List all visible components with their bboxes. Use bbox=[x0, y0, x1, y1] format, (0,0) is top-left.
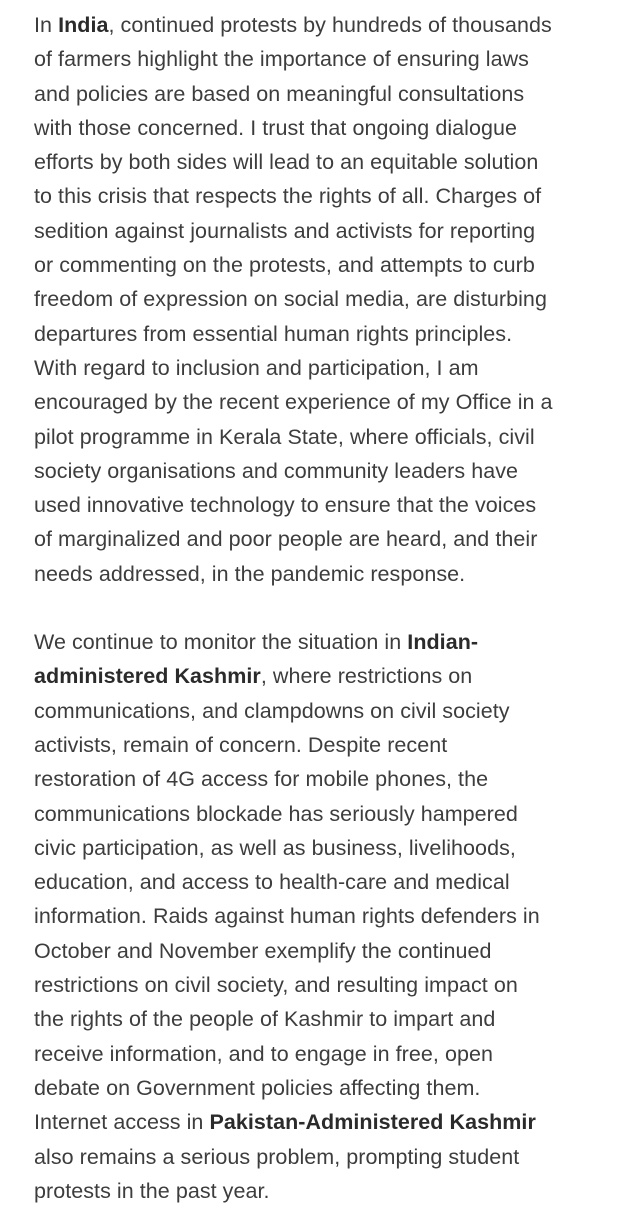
text-line bbox=[34, 762, 604, 796]
text-line bbox=[34, 1140, 604, 1174]
text-run: restrictions on civil society, and resulting impact on bbox=[34, 973, 518, 998]
text-run: efforts by both sides will lead to an equitable solution bbox=[34, 150, 539, 175]
text-run: also remains a serious problem, prompting student bbox=[34, 1144, 520, 1169]
text-line bbox=[34, 214, 604, 248]
text-run: society organisations and community leaders have bbox=[34, 458, 519, 483]
text-line bbox=[34, 179, 604, 213]
text-line bbox=[34, 557, 604, 591]
text-line bbox=[34, 42, 604, 76]
text-line bbox=[34, 1174, 604, 1208]
text-run: needs addressed, in the pandemic response. bbox=[34, 561, 466, 586]
text-run: civic participation, as well as business, livelihoods, bbox=[34, 835, 516, 860]
text-run: activists, remain of concern. Despite recent bbox=[34, 732, 448, 757]
text-line bbox=[34, 420, 604, 454]
bold-term: administered Kashmir bbox=[34, 664, 261, 689]
text-line bbox=[34, 454, 604, 488]
text-run: the rights of the people of Kashmir to impart and bbox=[34, 1007, 496, 1032]
paragraph-1 bbox=[34, 8, 604, 591]
text-run: and policies are based on meaningful consultations bbox=[34, 81, 525, 106]
bold-term: Indian- bbox=[407, 630, 479, 655]
text-run: sedition against journalists and activists for reporting bbox=[34, 218, 536, 243]
text-line bbox=[34, 831, 604, 865]
text-line bbox=[34, 77, 604, 111]
text-line bbox=[34, 385, 604, 419]
text-line bbox=[34, 1037, 604, 1071]
text-run: of marginalized and poor people are heard, and their bbox=[34, 527, 538, 552]
text-line bbox=[34, 797, 604, 831]
text-line bbox=[34, 145, 604, 179]
text-line bbox=[34, 934, 604, 968]
text-run: , continued protests by hundreds of thousands bbox=[108, 13, 552, 37]
text-run: pilot programme in Kerala State, where officials, civil bbox=[34, 424, 535, 449]
text-line bbox=[34, 351, 604, 385]
text-run: or commenting on the protests, and attempts to curb bbox=[34, 253, 535, 278]
text-line bbox=[34, 625, 604, 659]
text-line bbox=[34, 899, 604, 933]
text-line bbox=[34, 728, 604, 762]
text-run: communications, and clampdowns on civil society bbox=[34, 698, 510, 723]
text-line bbox=[34, 488, 604, 522]
text-run: education, and access to health-care and medical bbox=[34, 870, 510, 895]
text-line bbox=[34, 522, 604, 556]
text-line bbox=[34, 968, 604, 1002]
bold-term: Pakistan-Administered Kashmir bbox=[209, 1110, 536, 1135]
text-line bbox=[34, 694, 604, 728]
text-run: freedom of expression on social media, are disturbing bbox=[34, 287, 547, 312]
text-run: October and November exemplify the continued bbox=[34, 938, 492, 963]
text-run: encouraged by the recent experience of my Office in a bbox=[34, 390, 553, 415]
text-run: information. Raids against human rights defenders in bbox=[34, 904, 540, 929]
text-line bbox=[34, 865, 604, 899]
text-run: departures from essential human rights principles. bbox=[34, 321, 513, 346]
text-run: debate on Government policies affecting them. bbox=[34, 1075, 481, 1100]
text-run: We continue to monitor the situation in bbox=[34, 630, 408, 655]
text-line bbox=[34, 8, 604, 42]
text-run: , where restrictions on bbox=[260, 664, 473, 689]
text-run: used innovative technology to ensure that the voices bbox=[34, 493, 537, 518]
text-run: receive information, and to engage in free, open bbox=[34, 1041, 493, 1066]
text-line bbox=[34, 1105, 604, 1139]
paragraph-2 bbox=[34, 625, 604, 1208]
text-line bbox=[34, 659, 604, 693]
text-run: Internet access in bbox=[34, 1110, 210, 1135]
text-run: to this crisis that respects the rights of all. Charges of bbox=[34, 184, 542, 209]
text-line bbox=[34, 1071, 604, 1105]
text-run: communications blockade has seriously hampered bbox=[34, 801, 518, 826]
text-run: With regard to inclusion and participation, I am bbox=[34, 355, 479, 380]
text-run: with those concerned. I trust that ongoing dialogue bbox=[34, 115, 518, 140]
text-run: protests in the past year. bbox=[34, 1178, 270, 1203]
text-run: In bbox=[34, 13, 59, 37]
text-line bbox=[34, 111, 604, 145]
text-line bbox=[34, 282, 604, 316]
text-run: of farmers highlight the importance of ensuring laws bbox=[34, 47, 529, 72]
text-run: restoration of 4G access for mobile phones, the bbox=[34, 767, 489, 792]
text-line bbox=[34, 248, 604, 282]
text-line bbox=[34, 317, 604, 351]
bold-term: India bbox=[58, 13, 109, 37]
text-line bbox=[34, 1002, 604, 1036]
